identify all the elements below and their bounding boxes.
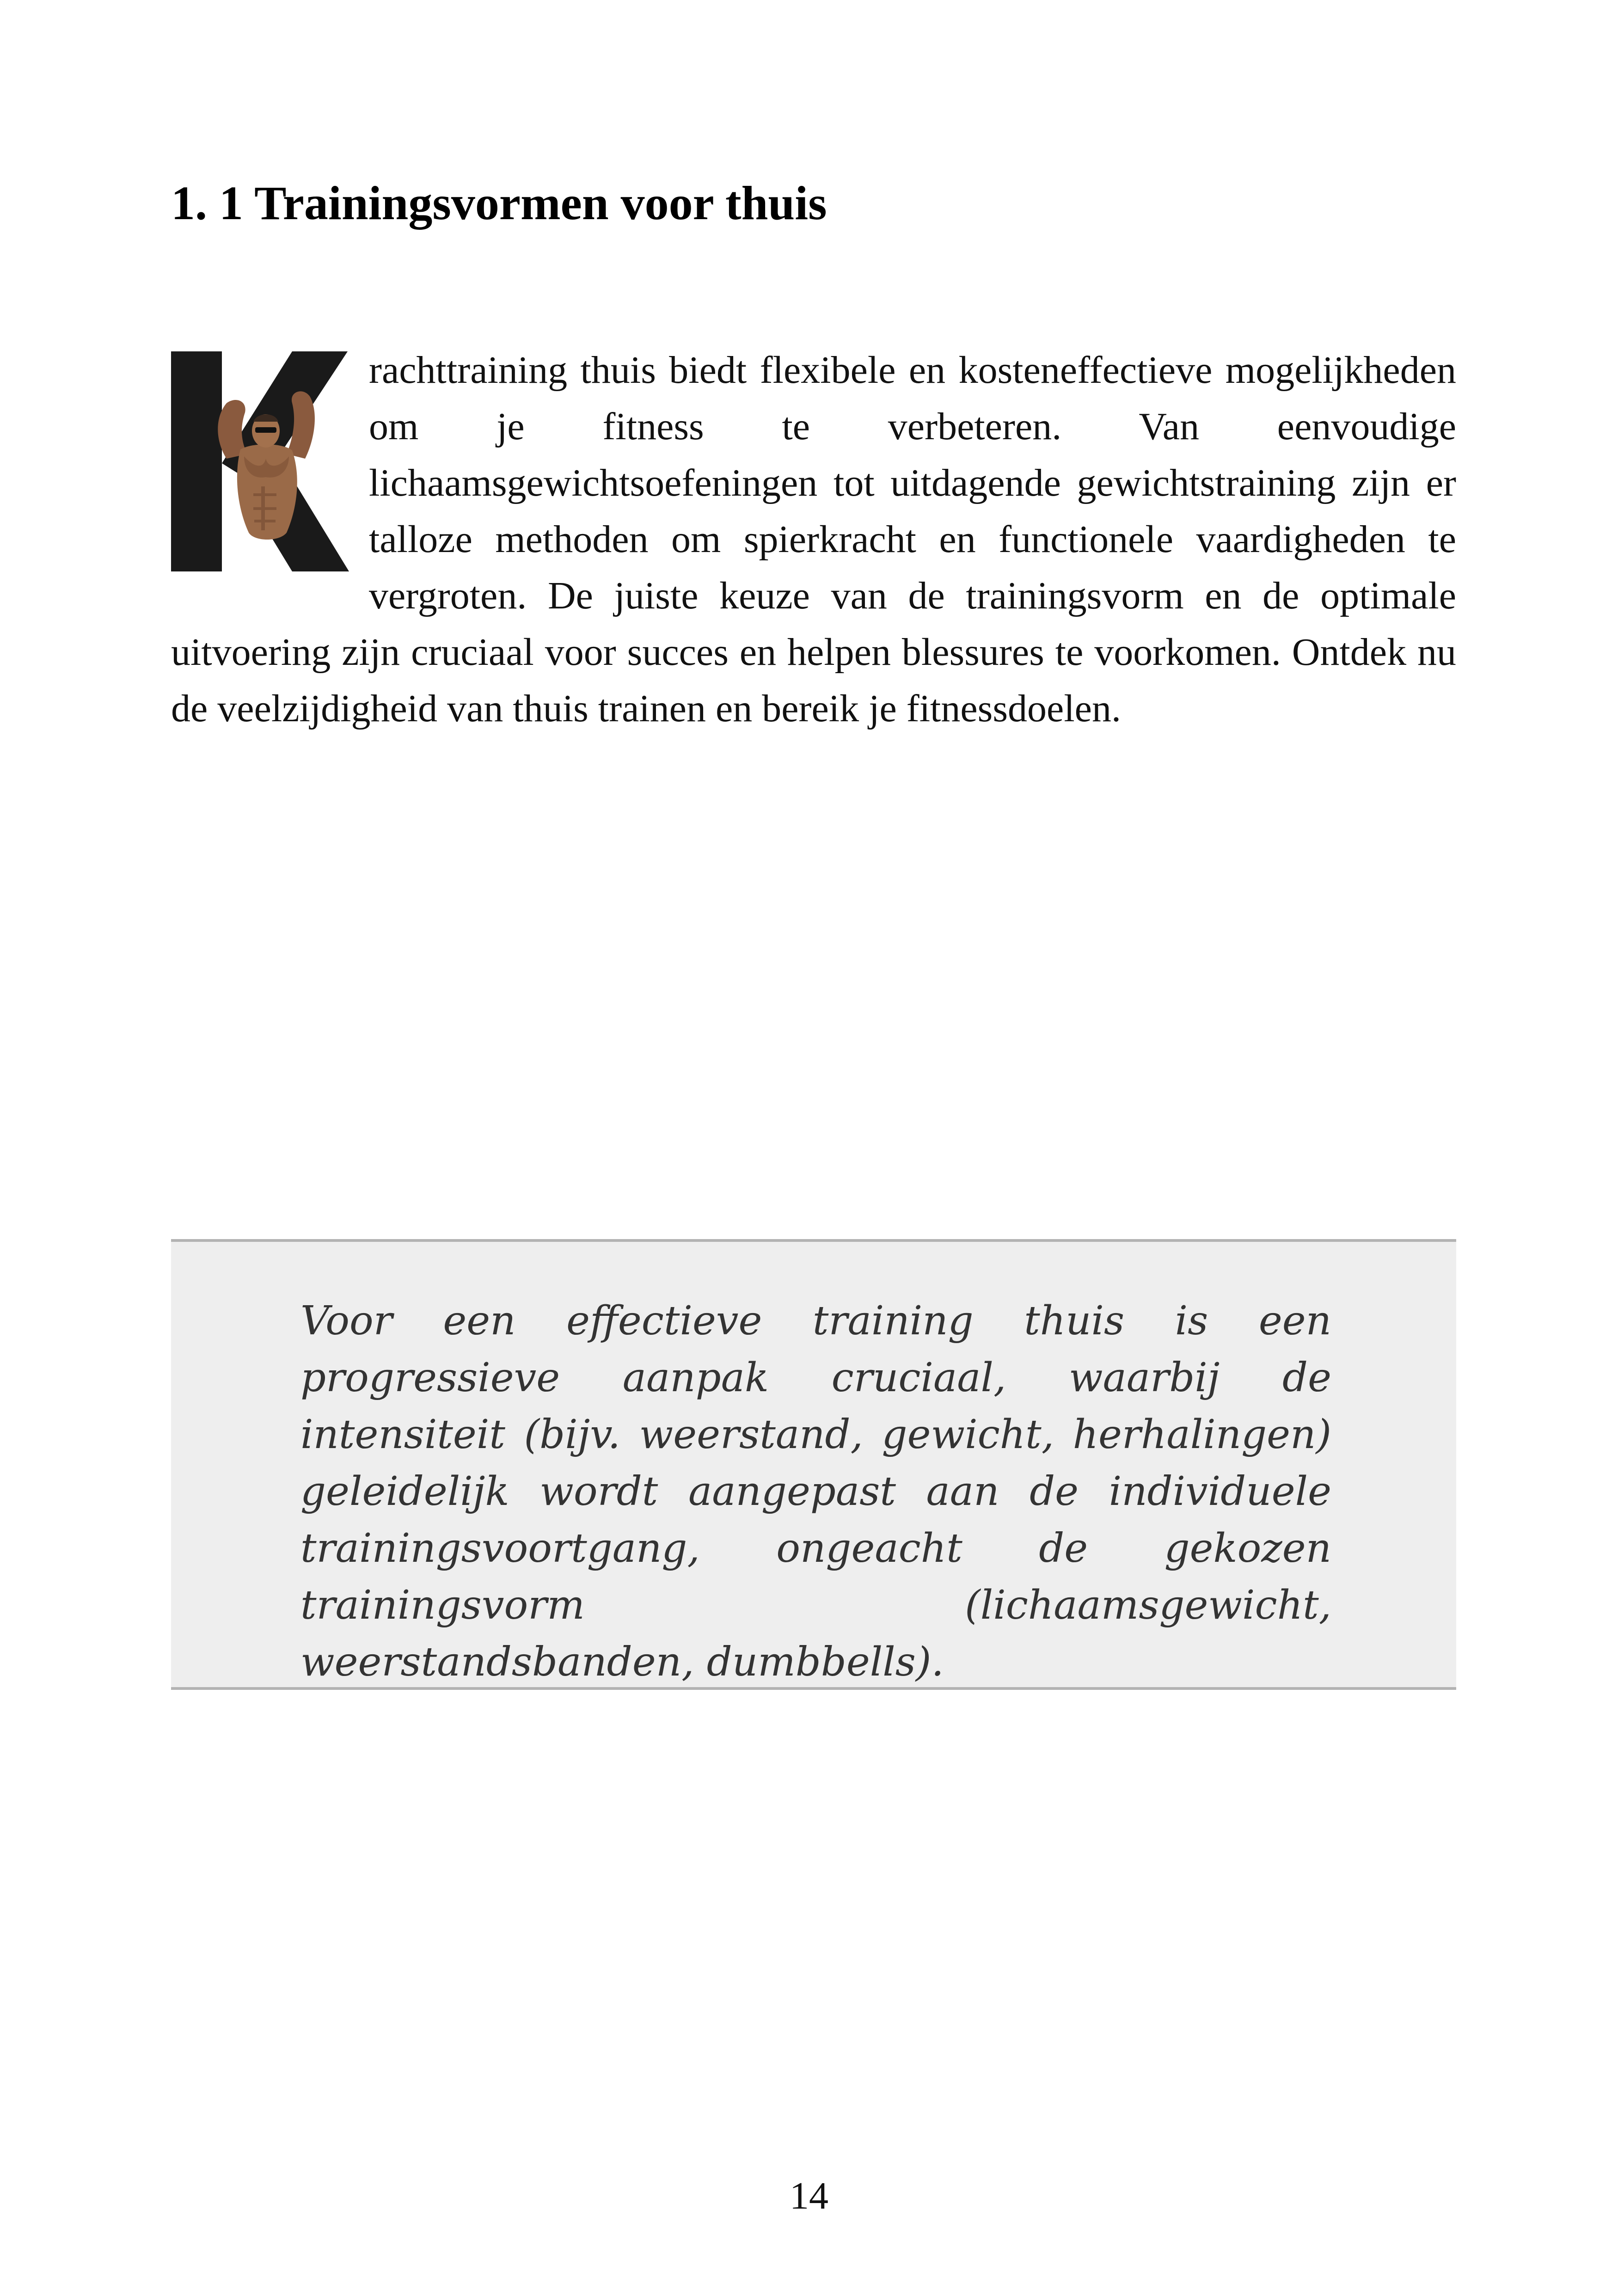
intro-text: rachttraining thuis biedt flexibele en kosteneffectieve mogelijkheden om je fitness te verbeteren. Van eenvoudige lichaamsgewichtsoefeningen tot uitdagende gewichtstraining zijn er talloze methoden om spierkracht en functionele vaardigheden te vergroten. De juiste keuze van de trainingsvorm en de optimale uitvoering zijn cruciaal voor succes en helpen blessures te voorkomen. Ontdek nu de veelzijdigheid van thuis trainen en bereik je fitnessdoelen. (171, 349, 1456, 730)
dropcap-k (171, 348, 351, 573)
section-heading: 1. 1 Trainingsvormen voor thuis (171, 177, 827, 230)
intro-paragraph (171, 342, 1456, 737)
callout-box (171, 1239, 1456, 1690)
callout-text: Voor een effectieve training thuis is een progressieve aanpak cruciaal, waarbij de intensiteit (bijv. weerstand, gewicht, herhalingen) geleidelijk wordt aangepast aan de individuele trainingsvoortgang, ongeacht de gekozen trainingsvorm (lichaamsgewicht, weerstandsbanden, dumbbells). (300, 1298, 1331, 1685)
page-number: 14 (790, 2174, 828, 2217)
bodybuilder-flexing-icon (171, 348, 351, 573)
